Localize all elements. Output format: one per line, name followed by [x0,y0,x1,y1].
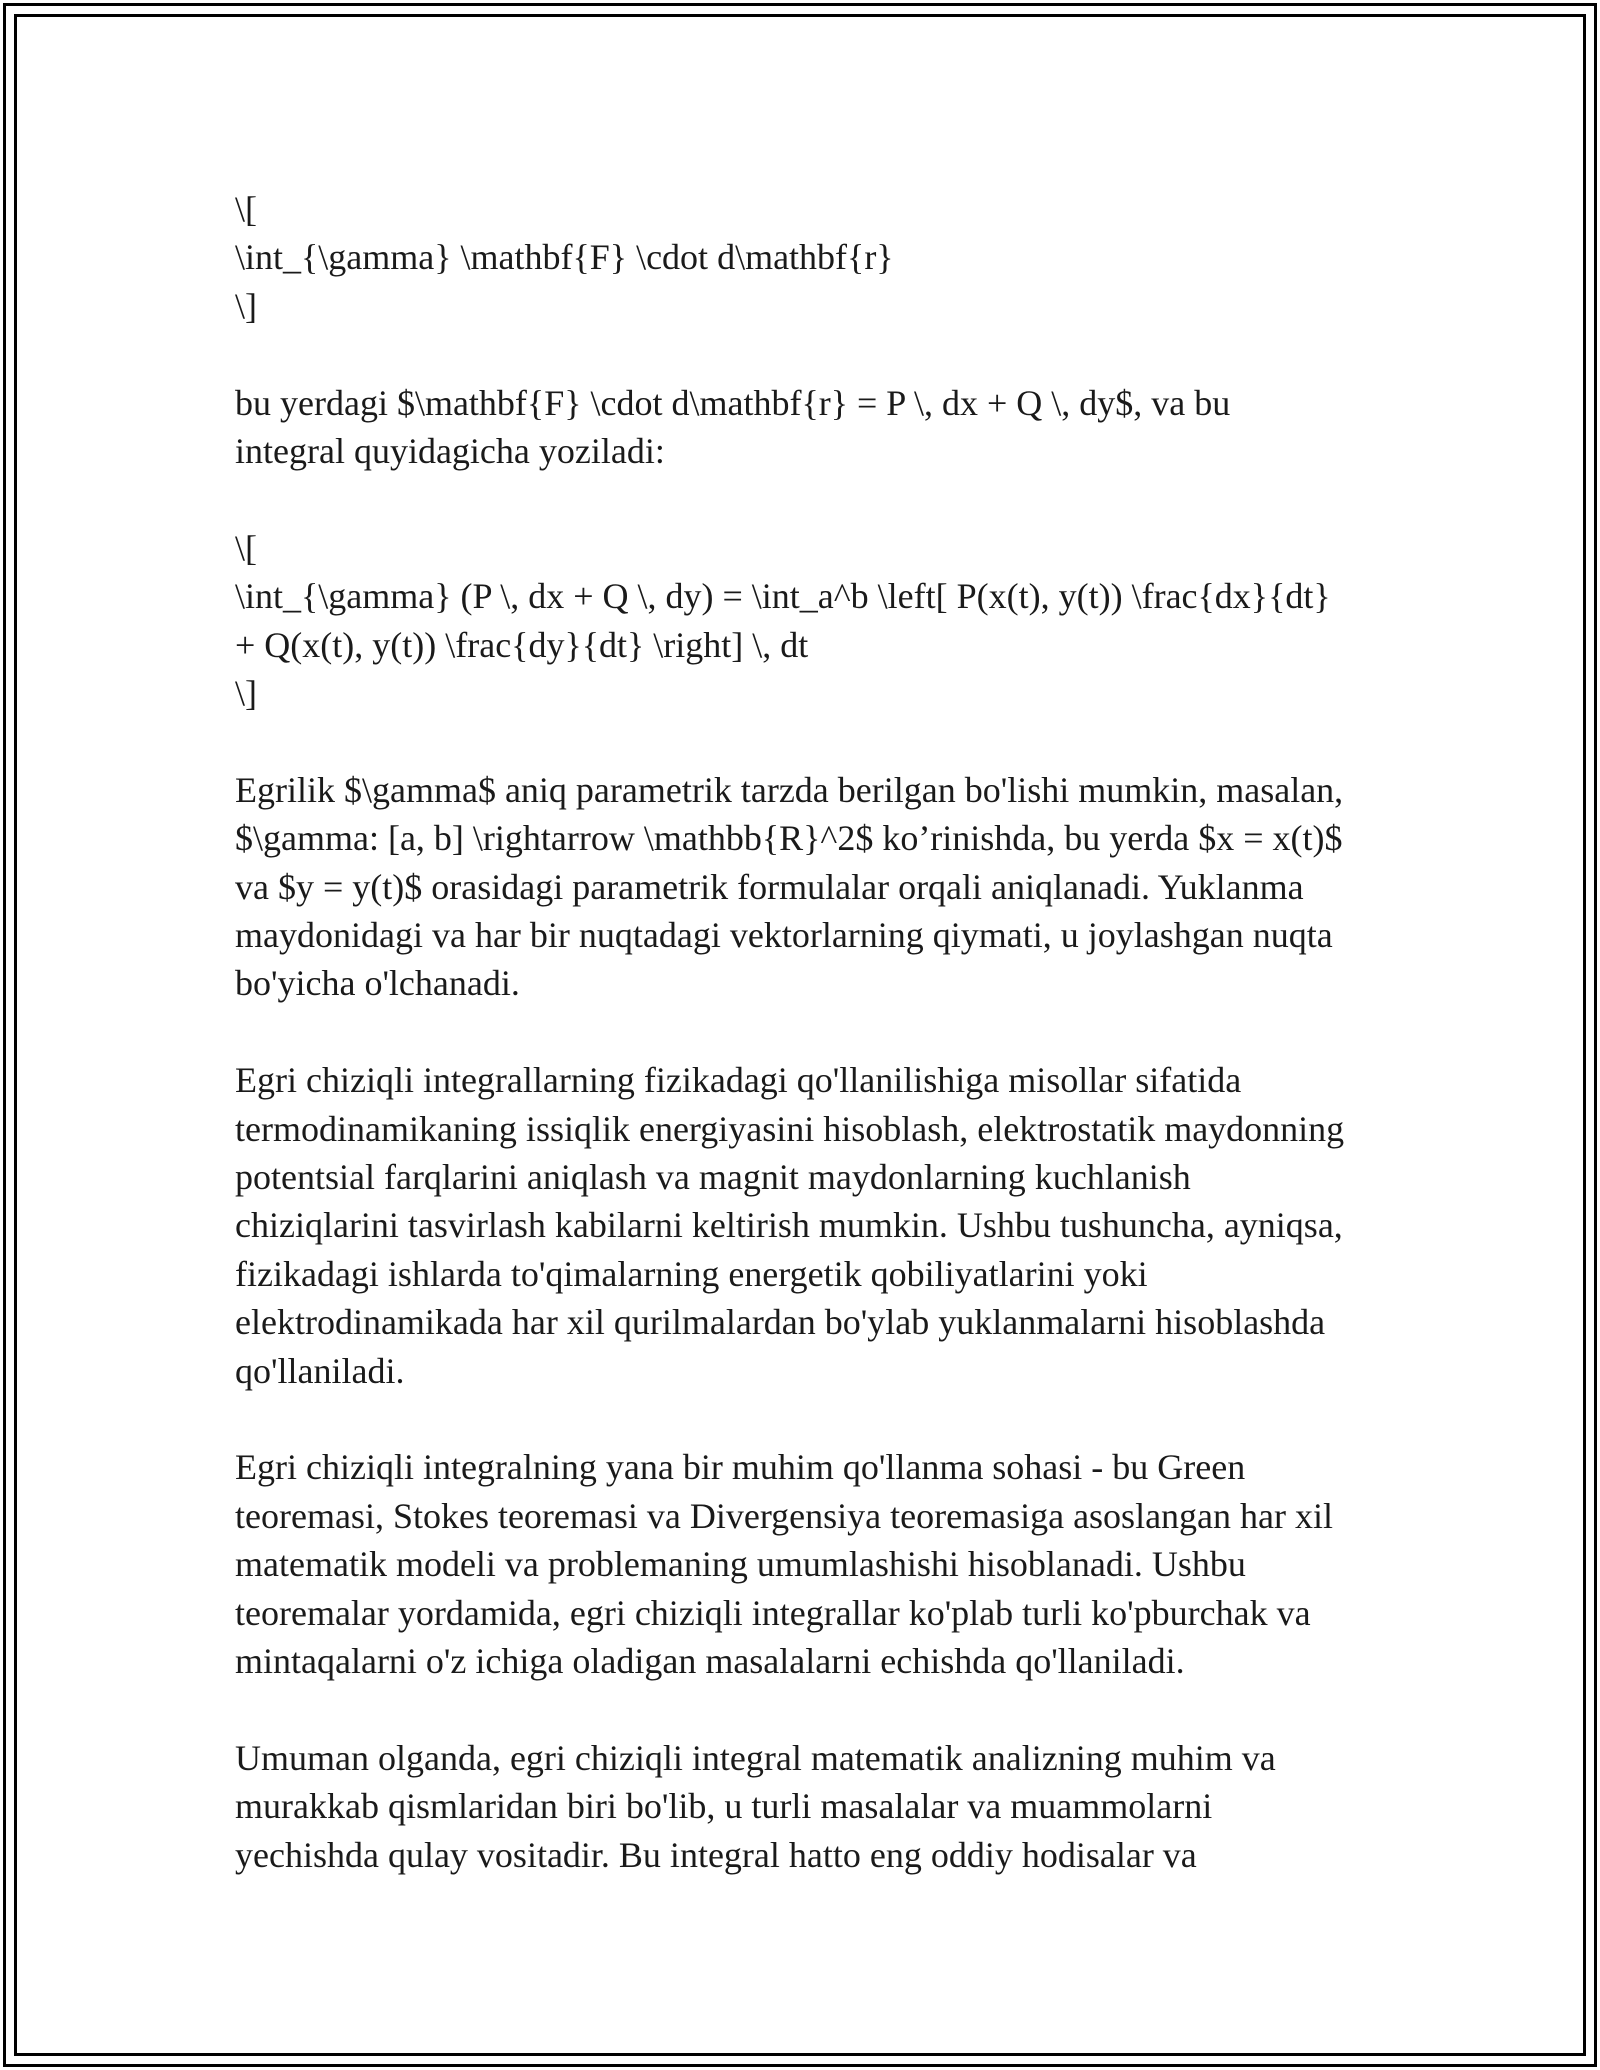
display-math-block [235,524,1370,718]
paragraph [235,379,1370,476]
text-line: Egri chiziqli integrallarning fizikadagi qo'llanilishiga misollar sifatida [235,1060,1242,1101]
text-line: bo'yicha o'lchanadi. [235,963,520,1004]
text-line: potentsial farqlarini aniqlash va magnit maydonlarning kuchlanish [235,1157,1191,1198]
text-line: murakkab qismlaridan biri bo'lib, u turli masalalar va muammolarni [235,1786,1213,1827]
math-line: \[ [235,527,257,568]
text-line: termodinamikaning issiqlik energiyasini hisoblash, elektrostatik maydonning [235,1108,1345,1149]
text-line: va $y = y(t)$ orasidagi parametrik formulalar orqali aniqlanadi. Yuklanma [235,866,1304,907]
math-line: \] [235,285,257,326]
math-line: \int_{\gamma} (P \, dx + Q \, dy) = \int_a^b \left[ P(x(t), y(t)) \frac{dx}{dt} [235,576,1331,617]
text-line: fizikadagi ishlarda to'qimalarning energetik qobiliyatlarini yoki [235,1253,1148,1294]
text-line: yechishda qulay vositadir. Bu integral hatto eng oddiy hodisalar va [235,1834,1197,1875]
text-line: $\gamma: [a, b] \rightarrow \mathbb{R}^2$ ko’rinishda, bu yerda $x = x(t)$ [235,818,1343,859]
text-line: chiziqlarini tasvirlash kabilarni keltirish mumkin. Ushbu tushuncha, ayniqsa, [235,1205,1343,1246]
math-line: \int_{\gamma} \mathbf{F} \cdot d\mathbf{r} [235,237,894,278]
math-line: \[ [235,189,257,229]
document-body [235,185,1370,1928]
text-line: integral quyidagicha yoziladi: [235,431,665,472]
paragraph [235,1056,1370,1395]
text-line: bu yerdagi $\mathbf{F} \cdot d\mathbf{r} = P \, dx + Q \, dy$, va bu [235,382,1231,423]
paragraph [235,1443,1370,1685]
math-line: \] [235,673,257,714]
text-line: maydonidagi va har bir nuqtadagi vektorlarning qiymati, u joylashgan nuqta [235,915,1333,956]
math-line: + Q(x(t), y(t)) \frac{dy}{dt} \right] \, dt [235,624,809,665]
paragraph [235,766,1370,1008]
text-line: teoremasi, Stokes teoremasi va Divergensiya teoremasiga asoslangan har xil [235,1495,1333,1536]
paragraph [235,1734,1370,1879]
text-line: qo'llaniladi. [235,1350,405,1391]
text-line: matematik modeli va problemaning umumlashishi hisoblanadi. Ushbu [235,1544,1246,1585]
text-line: elektrodinamikada har xil qurilmalardan bo'ylab yuklanmalarni hisoblashda [235,1302,1326,1343]
text-line: Egrilik $\gamma$ aniq parametrik tarzda berilgan bo'lishi mumkin, masalan, [235,769,1344,810]
text-line: Umuman olganda, egri chiziqli integral matematik analizning muhim va [235,1737,1276,1778]
text-line: teoremalar yordamida, egri chiziqli integrallar ko'plab turli ko'pburchak va [235,1592,1311,1633]
text-line: Egri chiziqli integralning yana bir muhim qo'llanma sohasi - bu Green [235,1447,1246,1488]
text-line: mintaqalarni o'z ichiga oladigan masalalarni echishda qo'llaniladi. [235,1641,1185,1682]
display-math-block [235,185,1370,330]
